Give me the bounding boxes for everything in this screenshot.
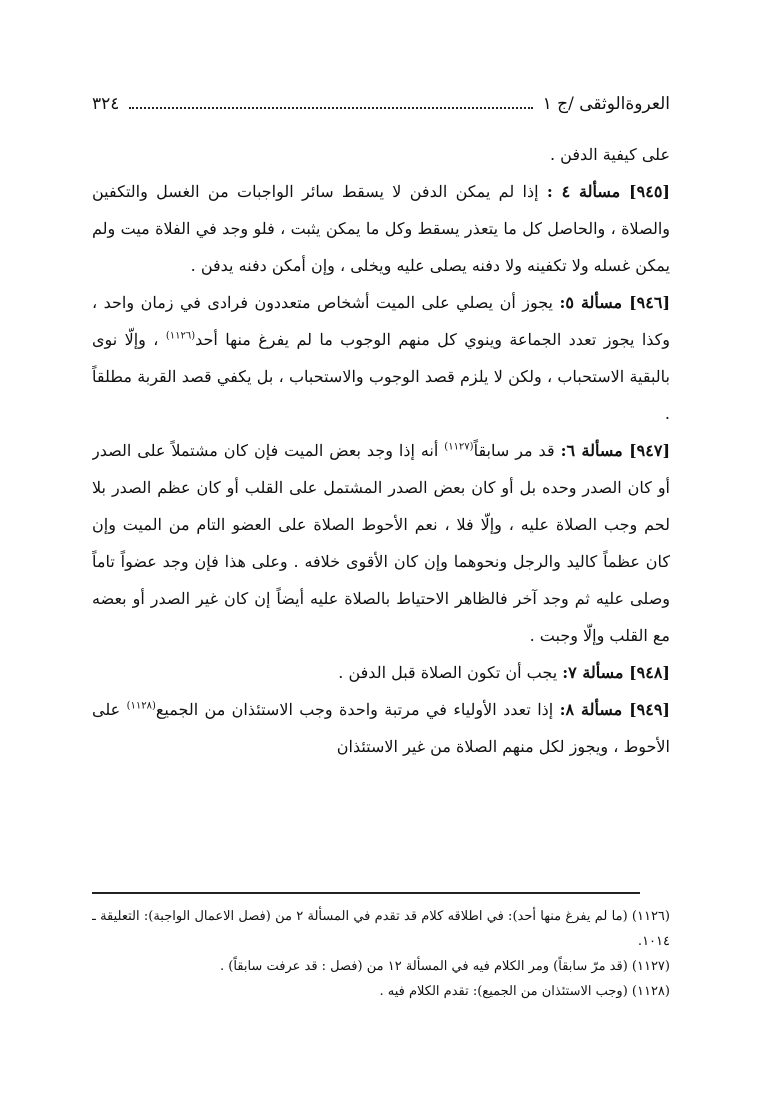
issue-number: [٩٤٨] مسألة ٧:	[562, 663, 670, 682]
running-header	[92, 90, 670, 118]
issue-text: قد مر سابقاً	[473, 441, 555, 460]
issue-number: [٩٤٩] مسألة ٨:	[559, 700, 670, 719]
issue-text: ، وإلّا نوى بالبقية الاستحباب ، ولكن لا يلزم قصد الوجوب والاستحباب ، بل يكفي قصد القربة مطلقاً .	[92, 330, 670, 423]
issue-number: [٩٤٦] مسألة ٥:	[559, 293, 670, 312]
footnote-1126: (١١٢٦) (ما لم يفرغ منها أحد): في اطلاقه كلام قد تقدم في المسألة ٢ من (فصل الاعمال الواجبة): التعليقة ـ ١٠١٤.	[92, 909, 670, 949]
issue-947	[92, 432, 670, 654]
page-number: ٣٢٤	[92, 94, 120, 114]
issue-945	[92, 173, 670, 284]
main-text	[92, 136, 670, 864]
footnote-reference: (١١٢٧)	[444, 441, 474, 453]
issue-text: يجب أن تكون الصلاة قبل الدفن .	[338, 663, 558, 682]
issue-text: على الأحوط ، ويجوز لكل منهم الصلاة من غير الاستئذان	[92, 700, 670, 756]
issue-number: [٩٤٧] مسألة ٦:	[560, 441, 670, 460]
footnote-reference: (١١٢٨)	[126, 700, 156, 712]
footnotes	[92, 904, 670, 1024]
paragraph-continuation: على كيفية الدفن .	[549, 145, 670, 164]
footnote-1127: (١١٢٧) (قد مرّ سابقاً) ومر الكلام فيه في المسألة ١٢ من (فصل : قد عرفت سابقاً) .	[219, 959, 670, 974]
footnote-separator	[92, 892, 640, 894]
issue-946	[92, 284, 670, 432]
issue-text: أنه إذا وجد بعض الميت فإن كان مشتملاً على الصدر أو كان الصدر وحده بل أو كان بعض الصدر المشتمل على القلب أو كان عظم الصدر بلا لحم وجب الصلاة عليه ، وإلّا فلا ، نعم الأحوط الصلاة على العضو التام من الميت وإن كان عظماً كاليد والرجل ونحوهما وإن كان الأقوى خلافه . وعلى هذا فإن وجد عضواً تاماً وصلى عليه ثم وجد آخر فالظاهر الاحتياط بالصلاة عليه أيضاً إن كان غير الصدر أو بعضه مع القلب وإلّا وجبت .	[92, 441, 670, 645]
issue-text: يجوز أن يصلي على الميت أشخاص متعددون فرادى في زمان واحد ، وكذا يجوز تعدد الجماعة وينوي كل منهم الوجوب ما لم يفرغ منها أحد	[92, 293, 670, 349]
footnote-reference: (١١٢٦)	[165, 330, 196, 342]
issue-949	[92, 691, 670, 765]
header-dot-leader	[129, 107, 532, 109]
issue-948	[92, 654, 670, 691]
footnote-1128: (١١٢٨) (وجب الاستئذان من الجميع): تقدم الكلام فيه .	[379, 984, 670, 999]
issue-number: [٩٤٥] مسألة ٤ :	[546, 182, 670, 201]
book-title: العروةالوثقى /ج ١	[542, 94, 670, 114]
issue-text: إذا لم يمكن الدفن لا يسقط سائر الواجبات من الغسل والتكفين والصلاة ، والحاصل كل ما يتعذر يسقط وكل ما يمكن يثبت ، فلو وجد في الفلاة ميت ولم يمكن غسله ولا تكفينه ولا دفنه يصلى عليه ويخلى ، وإن أمكن دفنه يدفن .	[92, 182, 670, 275]
issue-text: إذا تعدد الأولياء في مرتبة واحدة وجب الاستئذان من الجميع	[155, 700, 554, 719]
